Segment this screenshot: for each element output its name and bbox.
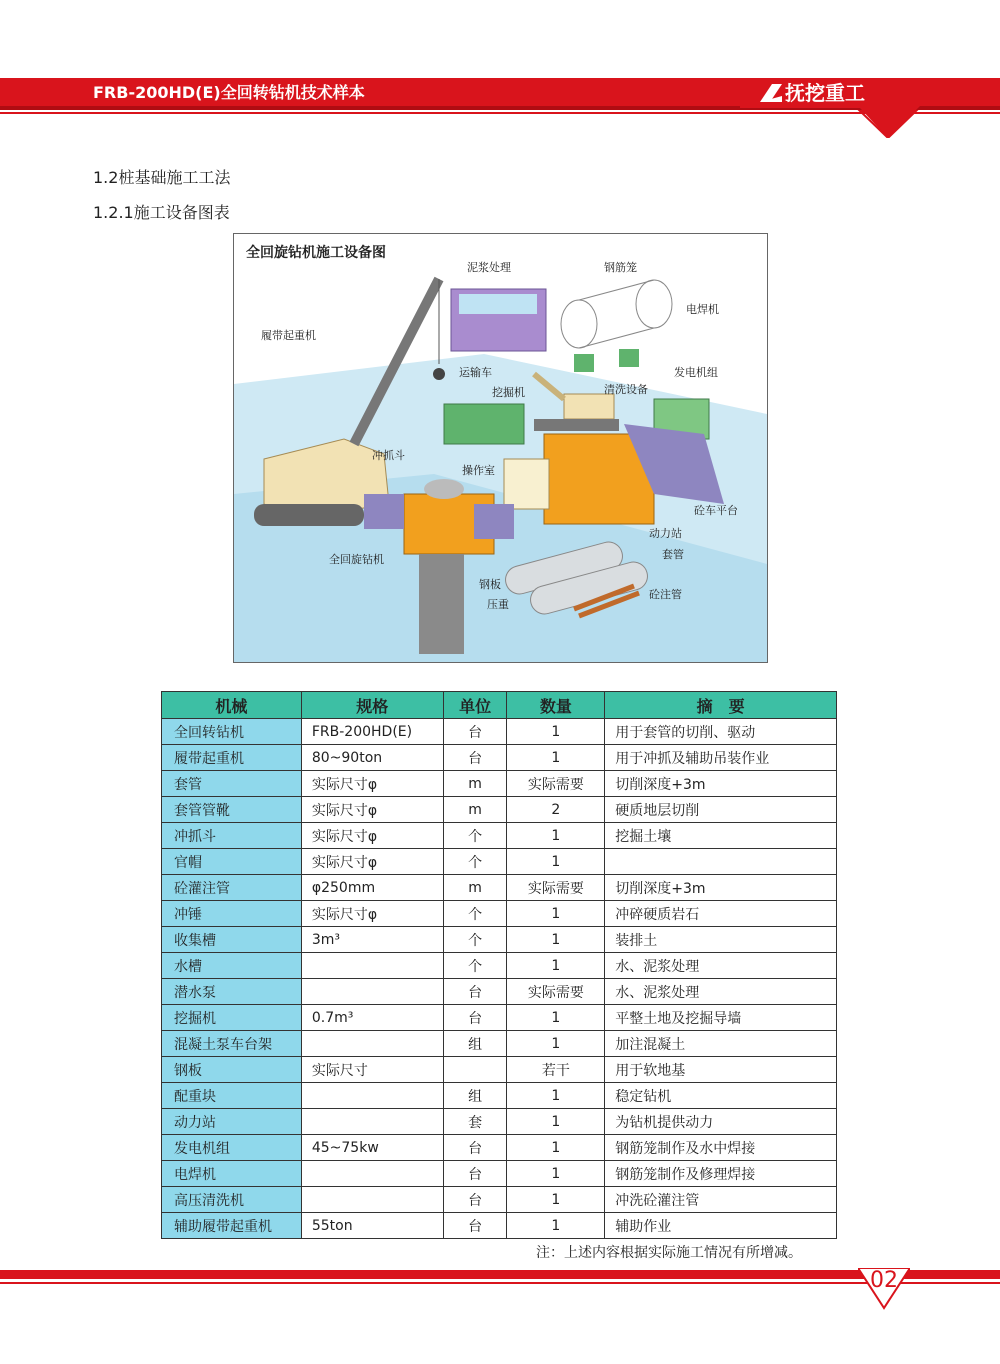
table-cell: 80~90ton	[301, 745, 443, 771]
table-cell: 钢筋笼制作及水中焊接	[605, 1135, 837, 1161]
footer-rule	[0, 1282, 1000, 1284]
table-row	[162, 1161, 837, 1187]
table-row	[162, 953, 837, 979]
table-cell: 台	[443, 1161, 507, 1187]
figure-label: 电焊机	[686, 303, 719, 316]
table-cell: 实际尺寸φ	[301, 849, 443, 875]
figure-label: 全回旋钻机	[329, 553, 384, 566]
table-cell: 实际尺寸φ	[301, 771, 443, 797]
table-row	[162, 1057, 837, 1083]
figure-label: 履带起重机	[261, 329, 316, 342]
figure-label: 钢筋笼	[604, 261, 637, 274]
table-cell: 冲抓斗	[162, 823, 302, 849]
table-row	[162, 1083, 837, 1109]
table-cell	[605, 849, 837, 875]
table-cell: 电焊机	[162, 1161, 302, 1187]
table-cell: 台	[443, 1187, 507, 1213]
table-cell: m	[443, 797, 507, 823]
table-cell: 2	[507, 797, 605, 823]
table-cell: 套管管靴	[162, 797, 302, 823]
table-cell: 台	[443, 719, 507, 745]
welder-icon	[574, 354, 594, 372]
table-row	[162, 771, 837, 797]
table-cell: 钢筋笼制作及修理焊接	[605, 1161, 837, 1187]
table-cell: 个	[443, 901, 507, 927]
table-cell: 冲洗砼灌注管	[605, 1187, 837, 1213]
table-cell: 个	[443, 823, 507, 849]
table-cell: 1	[507, 1109, 605, 1135]
table-cell: 1	[507, 1005, 605, 1031]
section-heading: 1.2桩基础施工工法	[93, 168, 231, 187]
table-cell: 冲碎硬质岩石	[605, 901, 837, 927]
table-row	[162, 719, 837, 745]
equipment-table	[161, 691, 837, 1239]
document-title: FRB-200HD(E)全回转钻机技术样本	[93, 83, 365, 102]
brand-logo-icon	[758, 82, 784, 104]
table-row	[162, 901, 837, 927]
table-cell: 用于软地基	[605, 1057, 837, 1083]
figure-label: 操作室	[462, 464, 495, 477]
table-cell: 装排土	[605, 927, 837, 953]
table-cell: FRB-200HD(E)	[301, 719, 443, 745]
table-cell: φ250mm	[301, 875, 443, 901]
footnote: 注：上述内容根据实际施工情况有所增减。	[536, 1245, 802, 1261]
table-cell: 水槽	[162, 953, 302, 979]
table-cell: 实际需要	[507, 979, 605, 1005]
table-cell: 实际需要	[507, 771, 605, 797]
table-cell: 切削深度+3m	[605, 875, 837, 901]
table-cell: 混凝土泵车台架	[162, 1031, 302, 1057]
table-cell	[301, 1109, 443, 1135]
table-cell: 挖掘土壤	[605, 823, 837, 849]
equipment-illustration	[233, 233, 768, 663]
table-cell: m	[443, 875, 507, 901]
operator-cabin-icon	[504, 459, 549, 509]
figure-label: 钢板	[479, 578, 501, 591]
figure-label: 挖掘机	[492, 386, 525, 399]
table-cell: 套管	[162, 771, 302, 797]
table-row	[162, 1005, 837, 1031]
table-cell: 水、泥浆处理	[605, 953, 837, 979]
table-cell: 实际尺寸φ	[301, 797, 443, 823]
table-cell: 台	[443, 1135, 507, 1161]
table-row	[162, 1213, 837, 1239]
table-cell: 挖掘机	[162, 1005, 302, 1031]
column-header: 摘 要	[605, 692, 837, 719]
subsection-heading: 1.2.1施工设备图表	[93, 203, 230, 222]
rebar-cage-icon	[561, 280, 672, 348]
table-cell: 1	[507, 1083, 605, 1109]
table-cell: 1	[507, 1213, 605, 1239]
table-cell: 55ton	[301, 1213, 443, 1239]
table-cell: 1	[507, 745, 605, 771]
table-cell: 稳定钻机	[605, 1083, 837, 1109]
transport-truck-icon	[444, 404, 524, 444]
table-cell: 1	[507, 953, 605, 979]
table-cell: 1	[507, 1135, 605, 1161]
table-row	[162, 745, 837, 771]
figure-label: 压重	[487, 598, 509, 611]
table-cell: 1	[507, 1161, 605, 1187]
figure-label: 冲抓斗	[372, 449, 405, 462]
table-cell: 平整土地及挖掘导墙	[605, 1005, 837, 1031]
table-cell: 个	[443, 927, 507, 953]
table-cell: 0.7m³	[301, 1005, 443, 1031]
figure-label: 砼注管	[649, 588, 682, 601]
table-cell	[301, 1187, 443, 1213]
footer-band	[0, 1270, 1000, 1279]
table-cell: 1	[507, 901, 605, 927]
column-header: 机械	[162, 692, 302, 719]
table-cell	[443, 1057, 507, 1083]
table-cell	[301, 1031, 443, 1057]
table-cell: 潜水泵	[162, 979, 302, 1005]
figure-label: 清洗设备	[604, 383, 648, 396]
figure-title: 全回旋钻机施工设备图	[246, 245, 386, 261]
table-cell: 水、泥浆处理	[605, 979, 837, 1005]
table-cell: 1	[507, 927, 605, 953]
table-row	[162, 823, 837, 849]
table-cell: 3m³	[301, 927, 443, 953]
brand-name: 抚挖重工	[785, 81, 865, 105]
table-cell: 实际尺寸φ	[301, 823, 443, 849]
table-row	[162, 1187, 837, 1213]
table-cell: 台	[443, 979, 507, 1005]
table-cell: 辅助作业	[605, 1213, 837, 1239]
table-cell: 官帽	[162, 849, 302, 875]
column-header: 规格	[301, 692, 443, 719]
table-cell: 组	[443, 1031, 507, 1057]
table-cell: 1	[507, 1031, 605, 1057]
table-cell	[301, 953, 443, 979]
table-cell: 配重块	[162, 1083, 302, 1109]
table-cell: 1	[507, 1187, 605, 1213]
table-cell	[301, 1161, 443, 1187]
table-cell: 1	[507, 849, 605, 875]
column-header: 数量	[507, 692, 605, 719]
figure-label: 运输车	[459, 366, 492, 379]
table-cell: 钢板	[162, 1057, 302, 1083]
table-header-row	[162, 692, 837, 719]
table-cell	[301, 1083, 443, 1109]
table-cell: 台	[443, 1213, 507, 1239]
table-cell: 履带起重机	[162, 745, 302, 771]
table-cell: 用于套管的切削、驱动	[605, 719, 837, 745]
table-cell: 若干	[507, 1057, 605, 1083]
table-row	[162, 849, 837, 875]
column-header: 单位	[443, 692, 507, 719]
table-row	[162, 1135, 837, 1161]
table-cell: 切削深度+3m	[605, 771, 837, 797]
table-cell: 实际尺寸φ	[301, 901, 443, 927]
table-cell: 组	[443, 1083, 507, 1109]
table-row	[162, 875, 837, 901]
table-cell: m	[443, 771, 507, 797]
table-cell: 为钻机提供动力	[605, 1109, 837, 1135]
table-cell: 动力站	[162, 1109, 302, 1135]
table-row	[162, 1109, 837, 1135]
figure-label: 动力站	[649, 527, 682, 540]
table-row	[162, 927, 837, 953]
table-cell: 台	[443, 745, 507, 771]
table-cell: 实际需要	[507, 875, 605, 901]
table-cell	[301, 979, 443, 1005]
table-cell: 个	[443, 849, 507, 875]
table-cell: 1	[507, 719, 605, 745]
page-number: 02	[870, 1268, 898, 1293]
table-cell: 冲锤	[162, 901, 302, 927]
table-row	[162, 797, 837, 823]
table-cell: 收集槽	[162, 927, 302, 953]
figure-label: 砼车平台	[694, 504, 738, 517]
table-cell: 硬质地层切削	[605, 797, 837, 823]
figure-label: 套管	[662, 548, 684, 561]
table-cell: 45~75kw	[301, 1135, 443, 1161]
table-cell: 加注混凝土	[605, 1031, 837, 1057]
table-cell: 实际尺寸	[301, 1057, 443, 1083]
figure-label: 发电机组	[674, 366, 718, 379]
table-cell: 砼灌注管	[162, 875, 302, 901]
figure-label: 泥浆处理	[467, 261, 511, 274]
table-cell: 发电机组	[162, 1135, 302, 1161]
table-cell: 用于冲抓及辅助吊装作业	[605, 745, 837, 771]
table-cell: 个	[443, 953, 507, 979]
table-cell: 套	[443, 1109, 507, 1135]
table-row	[162, 1031, 837, 1057]
table-cell: 全回转钻机	[162, 719, 302, 745]
table-cell: 1	[507, 823, 605, 849]
table-cell: 辅助履带起重机	[162, 1213, 302, 1239]
table-row	[162, 979, 837, 1005]
table-cell: 高压清洗机	[162, 1187, 302, 1213]
table-cell: 台	[443, 1005, 507, 1031]
